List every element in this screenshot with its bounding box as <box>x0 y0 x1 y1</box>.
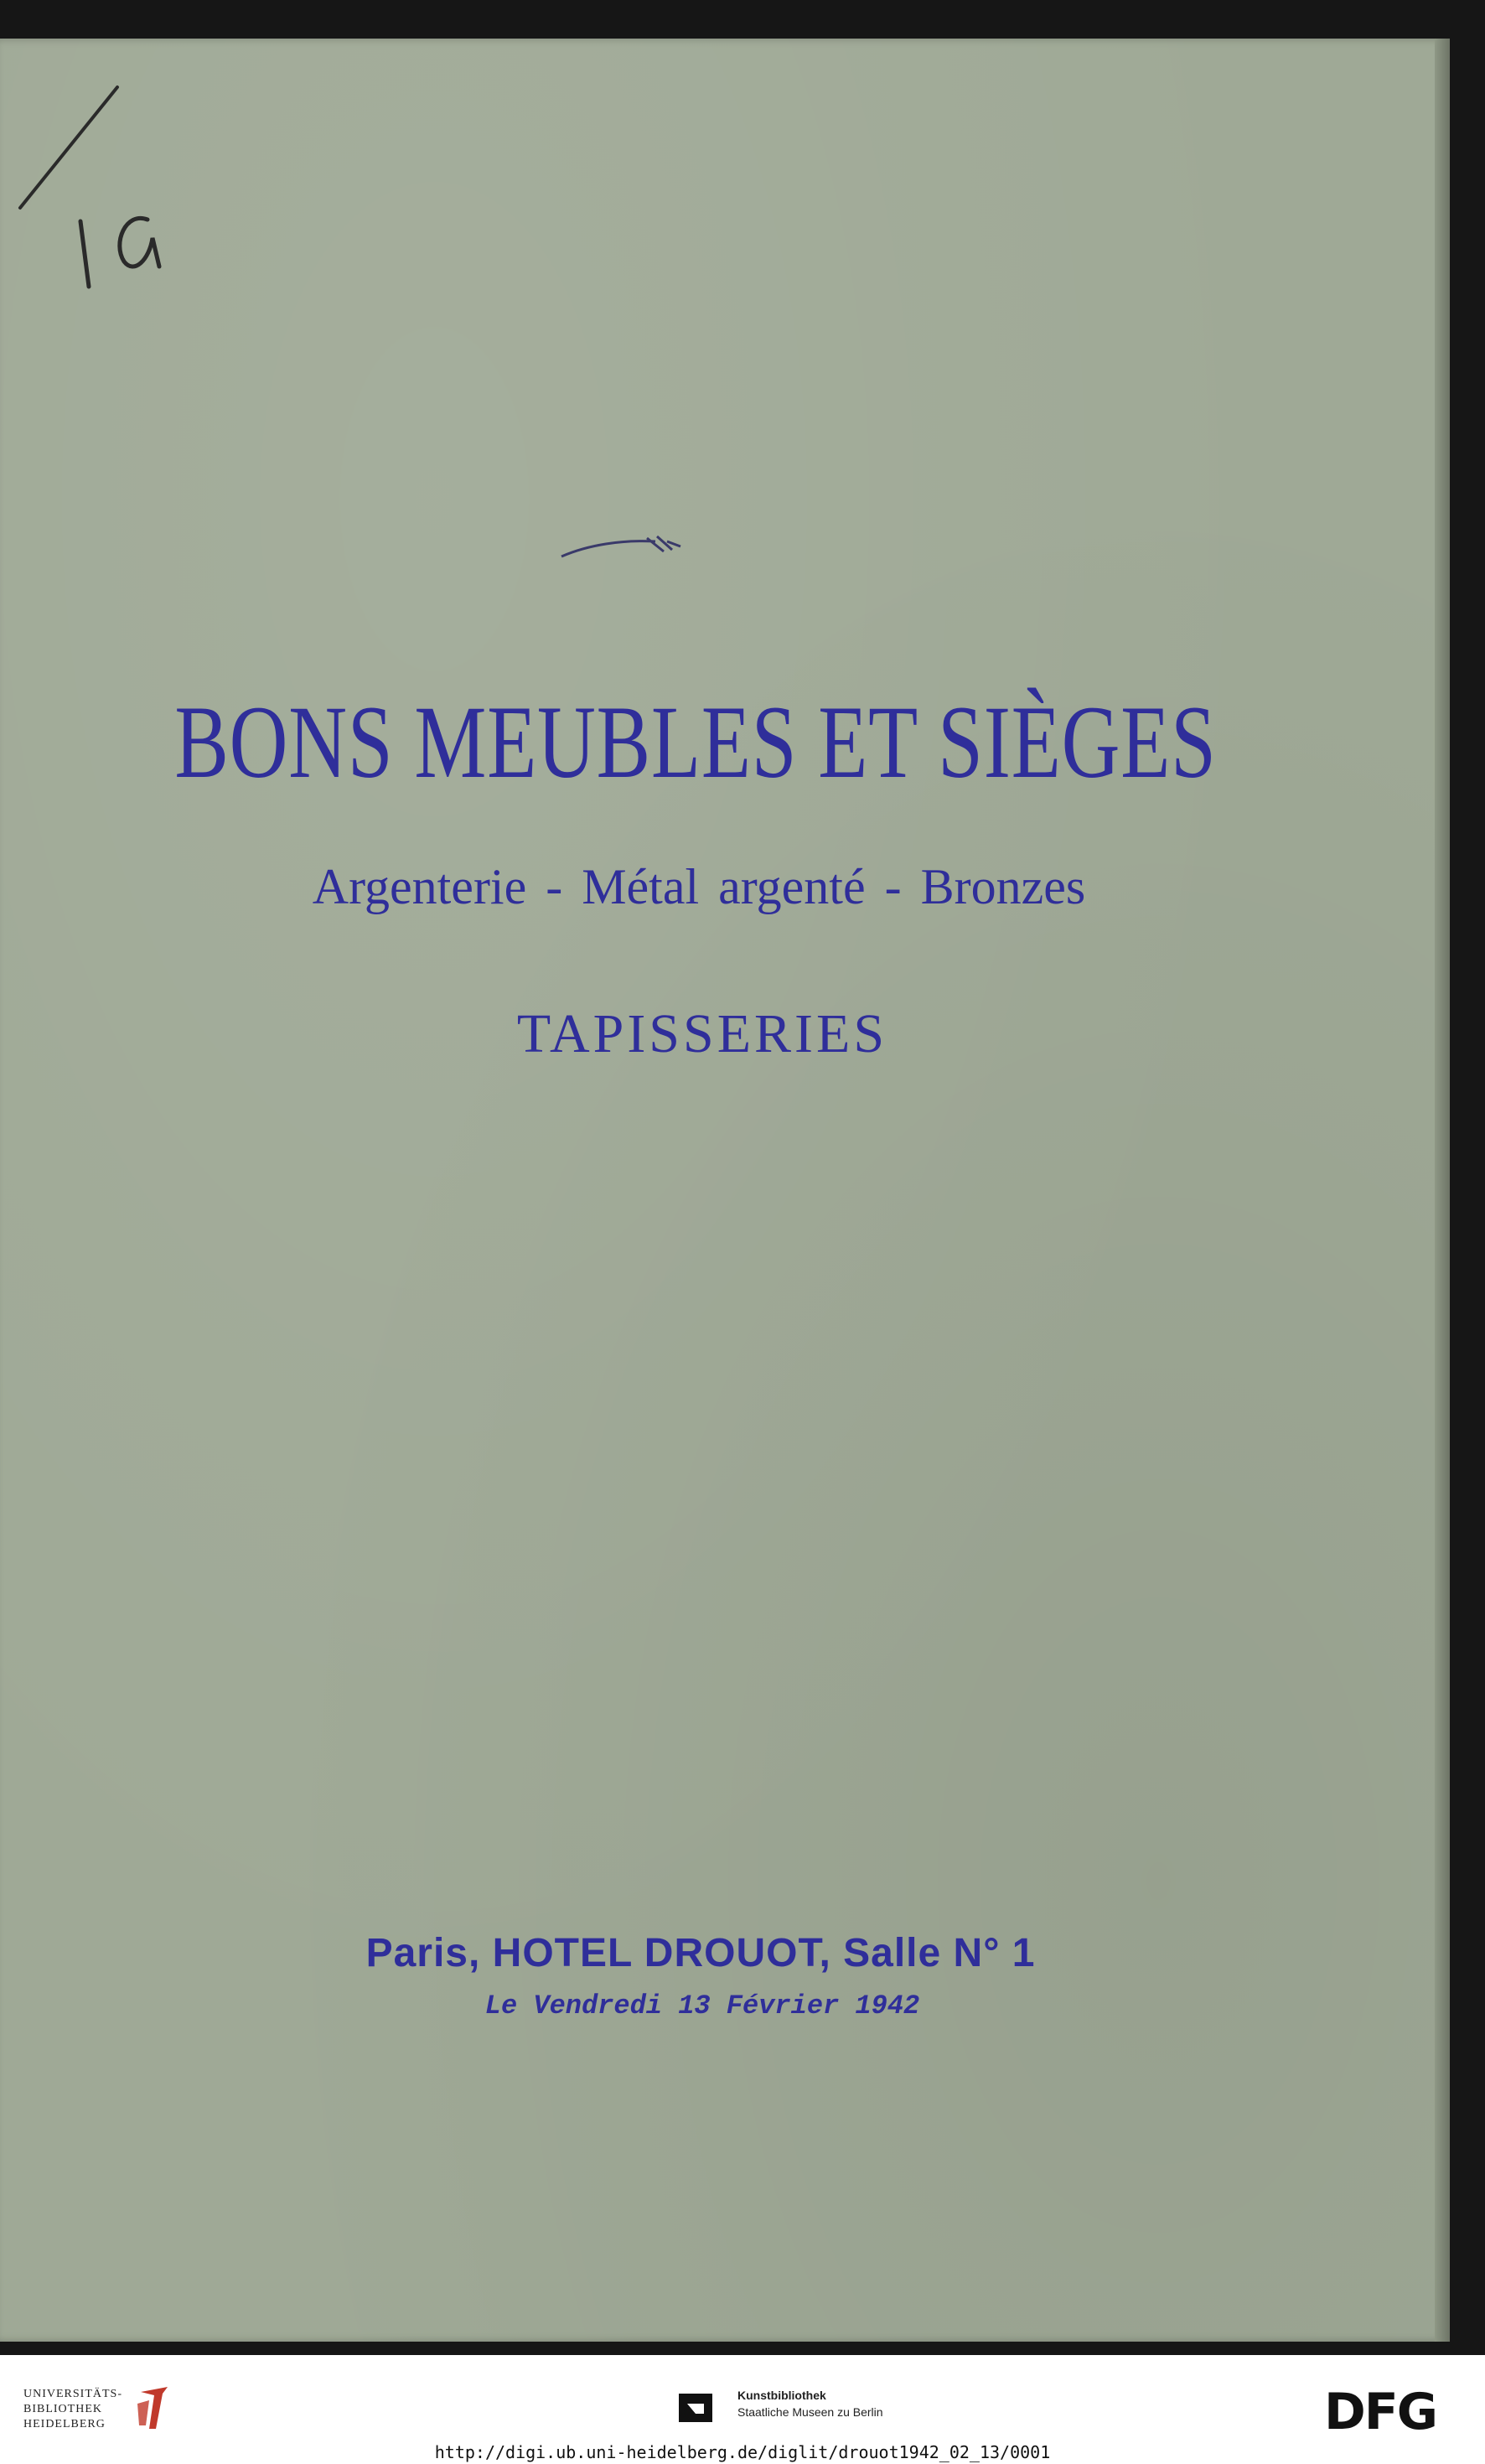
dfg-text: DFG <box>1324 2384 1437 2437</box>
digitization-footer <box>0 2355 1485 2464</box>
library-line-1: UNIVERSITÄTS- <box>23 2388 122 2400</box>
sale-date: Le Vendredi 13 Février 1942 <box>484 1990 920 2021</box>
cover-edge <box>1435 39 1450 2342</box>
library-line-2: BIBLIOTHEK <box>23 2403 102 2415</box>
sale-venue: Paris, HOTEL DROUOT, Salle N° 1 <box>365 1931 1036 1975</box>
library-line-3: HEIDELBERG <box>23 2418 106 2430</box>
library-emblem-icon <box>134 2379 176 2437</box>
catalogue-title: BONS MEUBLES ET SIÈGES <box>174 685 1217 800</box>
catalogue-subtitle: Argenterie - Métal argenté - Bronzes <box>312 859 1086 914</box>
kunstbibliothek-logo-icon[interactable] <box>679 2389 716 2425</box>
kunstbibliothek-title: Kunstbibliothek <box>737 2389 826 2402</box>
section-heading: TAPISSERIES <box>516 1003 888 1064</box>
ornament-flourish <box>555 526 697 568</box>
dfg-logo[interactable] <box>1321 2384 1463 2437</box>
page-url[interactable]: http://digi.ub.uni-heidelberg.de/diglit/drouot1942_02_13/0001 <box>434 2442 1051 2462</box>
handwritten-annotation <box>0 0 218 302</box>
kunstbibliothek-label <box>737 2387 883 2420</box>
heidelberg-library-logo[interactable] <box>23 2387 122 2432</box>
kunstbibliothek-subtitle: Staatliche Museen zu Berlin <box>737 2405 883 2419</box>
